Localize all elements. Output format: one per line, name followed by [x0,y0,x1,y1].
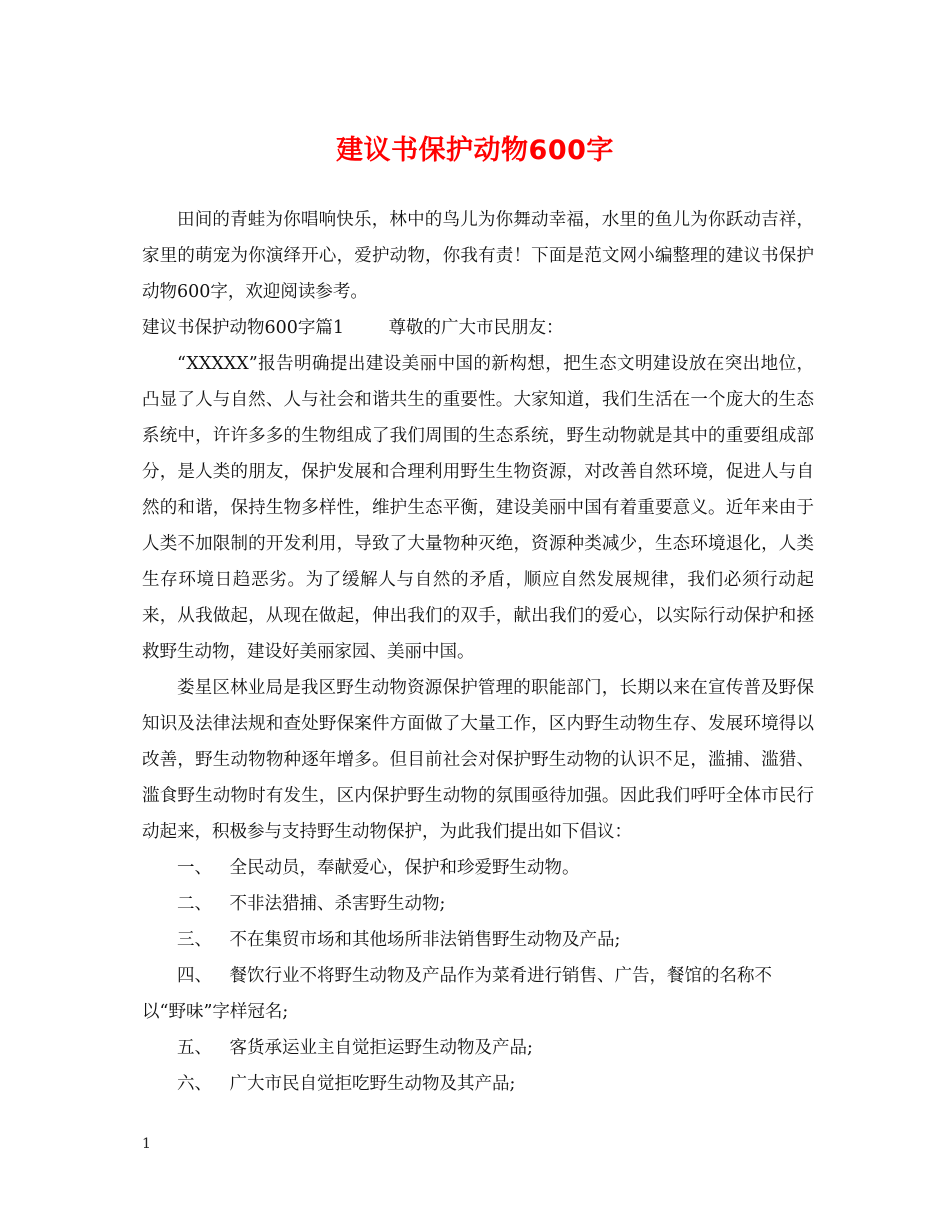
body-paragraph-2: 娄星区林业局是我区野生动物资源保护管理的职能部门，长期以来在宣传普及野保知识及法律法规和查处野保案件方面做了大量工作，区内野生动物生存、发展环境得以改善，野生动物物种逐年增多。但目前社会对保护野生动物的认识不足，滥捕、滥猎、滥食野生动物时有发生，区内保护野生动物的氛围亟待加强。因此我们呼吁全体市民行动起来，积极参与支持野生动物保护，为此我们提出如下倡议： [142,678,814,842]
proposal-item [142,850,814,886]
proposal-number: 三、 [177,930,212,950]
proposal-text: 不非法猎捕、杀害野生动物; [229,894,446,914]
body-paragraph-1: “XXXXX”报告明确提出建设美丽中国的新构想，把生态文明建设放在突出地位，凸显了人与自然、人与社会和谐共生的重要性。大家知道，我们生活在一个庞大的生态系统中，许许多多的生物组成了我们周围的生态系统，野生动物就是其中的重要组成部分，是人类的朋友，保护发展和合理利用野生生物资源，对改善自然环境，促进人与自然的和谐，保持生物多样性，维护生态平衡，建设美丽中国有着重要意义。近年来由于人类不加限制的开发利用，导致了大量物种灭绝，资源种类减少，生态环境退化，人类生存环境日趋恶劣。为了缓解人与自然的矛盾，顺应自然发展规律，我们必须行动起来，从我做起，从现在做起，伸出我们的双手，献出我们的爱心，以实际行动保护和拯救野生动物，建设好美丽家园、美丽中国。 [142,354,814,662]
proposal-item [142,886,814,922]
proposal-item [142,922,814,958]
proposal-text: 餐饮行业不将野生动物及产品作为菜肴进行销售、广告，餐馆的名称不以“野味”字样冠名; [142,966,772,1022]
proposal-text: 全民动员，奉献爱心，保护和珍爱野生动物。 [229,858,580,878]
section-heading: 建议书保护动物600字篇1 尊敬的广大市民朋友： [142,318,564,338]
document-body [142,202,814,1102]
proposal-item [142,1066,814,1102]
proposal-number: 一、 [177,858,212,878]
page-number: 1 [142,1136,151,1152]
proposal-item [142,958,814,1030]
proposal-number: 六、 [177,1074,212,1094]
document-title: 建议书保护动物600字 [336,135,614,166]
proposal-number: 二、 [177,894,212,914]
proposal-text: 不在集贸市场和其他场所非法销售野生动物及产品; [229,930,621,950]
proposal-text: 客货承运业主自觉拒运野生动物及产品; [229,1038,533,1058]
proposal-number: 四、 [177,966,212,986]
intro-paragraph: 田间的青蛙为你唱响快乐，林中的鸟儿为你舞动幸福，水里的鱼儿为你跃动吉祥，家里的萌宠为你演绎开心，爱护动物，你我有责！下面是范文网小编整理的建议书保护动物600字，欢迎阅读参考。 [142,210,814,302]
proposal-text: 广大市民自觉拒吃野生动物及其产品; [229,1074,516,1094]
proposal-number: 五、 [177,1038,212,1058]
proposal-item [142,1030,814,1066]
